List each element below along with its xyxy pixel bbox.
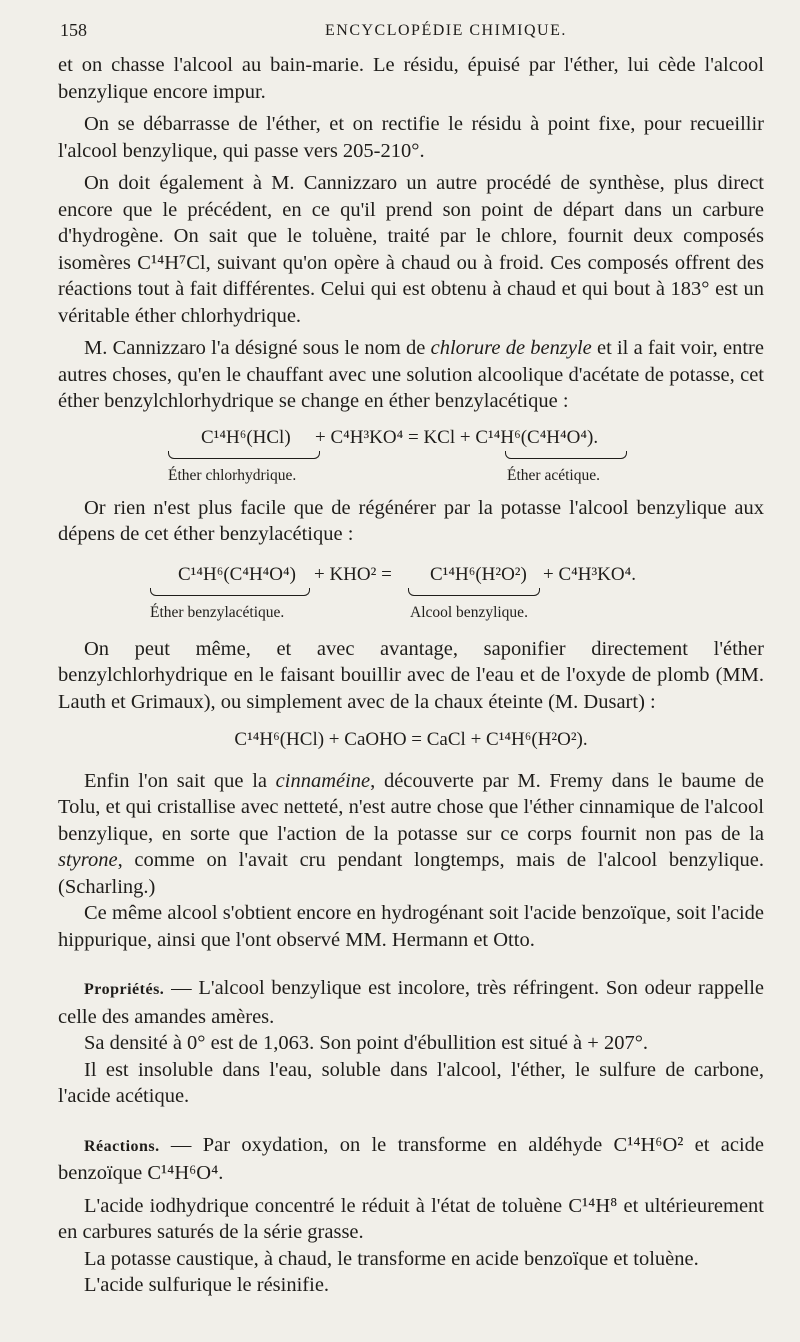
eq2-product: C¹⁴H⁶(H²O²) <box>430 563 527 585</box>
equation-1 <box>58 423 764 485</box>
eq1-label-1: Éther chlorhydrique. <box>168 466 297 484</box>
eq2-brace-1 <box>150 588 310 596</box>
paragraph-2: On se débarrasse de l'éther, et on rectifie le résidu à point fixe, pour recueillir l'alcool benzylique, qui passe vers 205-210°. <box>58 113 764 162</box>
paragraph-reactions: Réactions. — Par oxydation, on le transforme en aldéhyde C¹⁴H⁶O² et acide benzoïque C¹⁴H⁶O⁴. <box>58 1133 764 1184</box>
paragraph-proprietes: Propriétés. — L'alcool benzylique est incolore, très réfringent. Son odeur rappelle celle des amandes amères. <box>58 977 764 1028</box>
paragraph-5: Or rien n'est plus facile que de régénérer par la potasse l'alcool benzylique aux dépens de cet éther benzylacétique : <box>58 496 764 545</box>
paragraph-15: L'acide sulfurique le résinifie. <box>84 1274 330 1296</box>
eq2-reactant: C¹⁴H⁶(C⁴H⁴O⁴) <box>178 563 296 585</box>
eq2-brace-2 <box>408 588 540 596</box>
running-header <box>60 20 740 50</box>
paragraph-1: et on chasse l'alcool au bain-marie. Le résidu, épuisé par l'éther, lui cède l'alcool benzylique encore impur. <box>58 54 764 103</box>
eq2-reagent: + KHO² = <box>314 563 392 585</box>
paragraph-4: M. Cannizzaro l'a désigné sous le nom de chlorure de benzyle et il a fait voir, entre autres choses, qu'en le chauffant avec une solution alcoolique d'acétate de potasse, cet éther benzylchlorhydrique se change en éther benzylacétique : <box>58 337 764 412</box>
term-cinnameine: cinnaméine <box>275 769 371 792</box>
page-number: 158 <box>60 20 87 40</box>
eq1-reactant: C¹⁴H⁶(HCl) <box>201 426 291 448</box>
section-head-proprietes: Propriétés. <box>84 981 165 998</box>
paragraph-10: Sa densité à 0° est de 1,063. Son point d'ébullition est situé à + 207°. <box>84 1032 649 1054</box>
eq1-brace-1 <box>168 451 320 459</box>
eq1-label-2: Éther acétique. <box>507 466 600 484</box>
page-body <box>58 52 764 1299</box>
paragraph-7: Enfin l'on sait que la cinnaméine, découverte par M. Fremy dans le baume de Tolu, et qui cristallise avec netteté, n'est autre chose que l'éther cinnamique de l'alcool benzylique, en sorte que l'action de la potasse sur ce corps fournit non pas de la styrone, comme on l'avait cru pendant longtemps, mais de l'alcool benzylique. (Scharling.) <box>58 769 764 898</box>
term-styrone: styrone <box>58 849 118 871</box>
eq2-byproduct: + C⁴H³KO⁴. <box>543 563 636 585</box>
paragraph-11: Il est insoluble dans l'eau, soluble dans l'alcool, l'éther, le sulfure de carbone, l'acide acétique. <box>58 1058 764 1107</box>
eq1-rest: + C⁴H³KO⁴ = KCl + C¹⁴H⁶(C⁴H⁴O⁴). <box>315 426 599 448</box>
running-title: ENCYCLOPÉDIE CHIMIQUE. <box>325 22 567 39</box>
paragraph-6: On peut même, et avec avantage, saponifier directement l'éther benzylchlorhydrique en le faisant bouillir avec de l'eau et de l'oxyde de plomb (MM. Lauth et Grimaux), ou simplement avec de la chaux éteinte (M. Dusart) : <box>58 637 764 713</box>
eq2-label-2: Alcool benzylique. <box>410 603 528 621</box>
paragraph-8: Ce même alcool s'obtient encore en hydrogénant soit l'acide benzoïque, soit l'acide hippurique, ainsi que l'ont observé MM. Hermann et Otto. <box>58 902 764 951</box>
paragraph-13: L'acide iodhydrique concentré le réduit à l'état de toluène C¹⁴H⁸ et ultérieurement en carbures saturés de la série grasse. <box>58 1194 764 1243</box>
paragraph-14: La potasse caustique, à chaud, le transforme en acide benzoïque et toluène. <box>84 1247 699 1270</box>
eq2-label-1: Éther benzylacétique. <box>150 603 285 621</box>
section-head-reactions: Réactions. <box>84 1137 160 1155</box>
eq1-brace-2 <box>505 451 627 459</box>
equation-2 <box>58 560 764 622</box>
paragraph-3: On doit également à M. Cannizzaro un autre procédé de synthèse, plus direct encore que le précédent, en ce qu'il prend son point de départ dans un carbure d'hydrogène. On sait que le toluène, traité par le chlore, fournit deux composés isomères C¹⁴H⁷Cl, suivant qu'on opère à chaud ou à froid. Ces composés offrent des réactions tout à fait différentes. Celui qui est obtenu à chaud et qui bout à 183° est un véritable éther chlorhydrique. <box>58 172 764 327</box>
equation-3: C¹⁴H⁶(HCl) + CaOHO = CaCl + C¹⁴H⁶(H²O²). <box>234 729 588 750</box>
term-chlorure-de-benzyle: chlorure de benzyle <box>430 337 592 359</box>
